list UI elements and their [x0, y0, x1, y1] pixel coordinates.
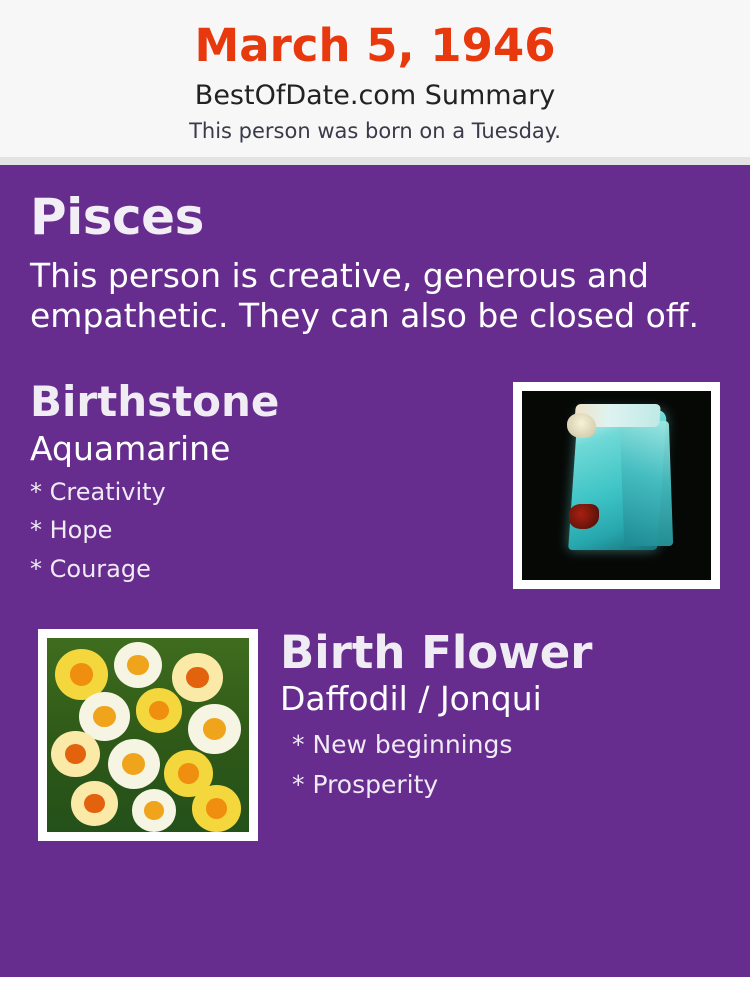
birth-flower-name: Daffodil / Jonqui: [280, 679, 542, 719]
page-title: March 5, 1946: [194, 19, 556, 72]
birth-flower-image: [38, 629, 258, 841]
birthstone-heading: Birthstone: [30, 376, 280, 426]
flower-shape: [108, 739, 161, 789]
header-divider: [0, 157, 750, 165]
zodiac-description: This person is creative, generous and empathetic. They can also be closed off.: [30, 255, 700, 336]
birth-flower-heading: Birth Flower: [280, 625, 593, 679]
site-name: BestOfDate.com Summary: [194, 80, 556, 112]
crystal-shape-secondary: [620, 421, 673, 546]
zodiac-sign-name: Pisces: [30, 188, 204, 247]
flower-shape: [51, 731, 99, 778]
birth-flower-section: [30, 625, 720, 844]
birthstone-trait: * Creativity: [30, 478, 166, 507]
flower-shape: [71, 781, 117, 826]
birthstone-image-inner: [522, 391, 711, 580]
flower-shape: [188, 704, 241, 754]
flower-shape: [136, 688, 182, 733]
birth-day-text: This person was born on a Tuesday.: [189, 118, 561, 143]
birthstone-section: [30, 376, 720, 609]
flower-shape: [132, 789, 176, 832]
birthstone-name: Aquamarine: [30, 428, 231, 468]
header: [0, 0, 750, 157]
birth-flower-text: [280, 625, 720, 799]
birth-flower-trait: * Prosperity: [292, 769, 439, 799]
flower-shape: [172, 653, 223, 702]
main-panel: [0, 165, 750, 977]
birthstone-trait: * Hope: [30, 516, 113, 545]
crystal-matrix-white: [567, 413, 595, 438]
birthstone-image: [513, 382, 720, 589]
birth-flower-trait: * New beginnings: [292, 729, 513, 759]
flower-shape: [192, 785, 240, 832]
flower-shape: [114, 642, 162, 689]
birth-flower-image-inner: [47, 638, 249, 832]
birthstone-trait: * Courage: [30, 554, 151, 583]
crystal-matrix-red: [569, 504, 599, 529]
